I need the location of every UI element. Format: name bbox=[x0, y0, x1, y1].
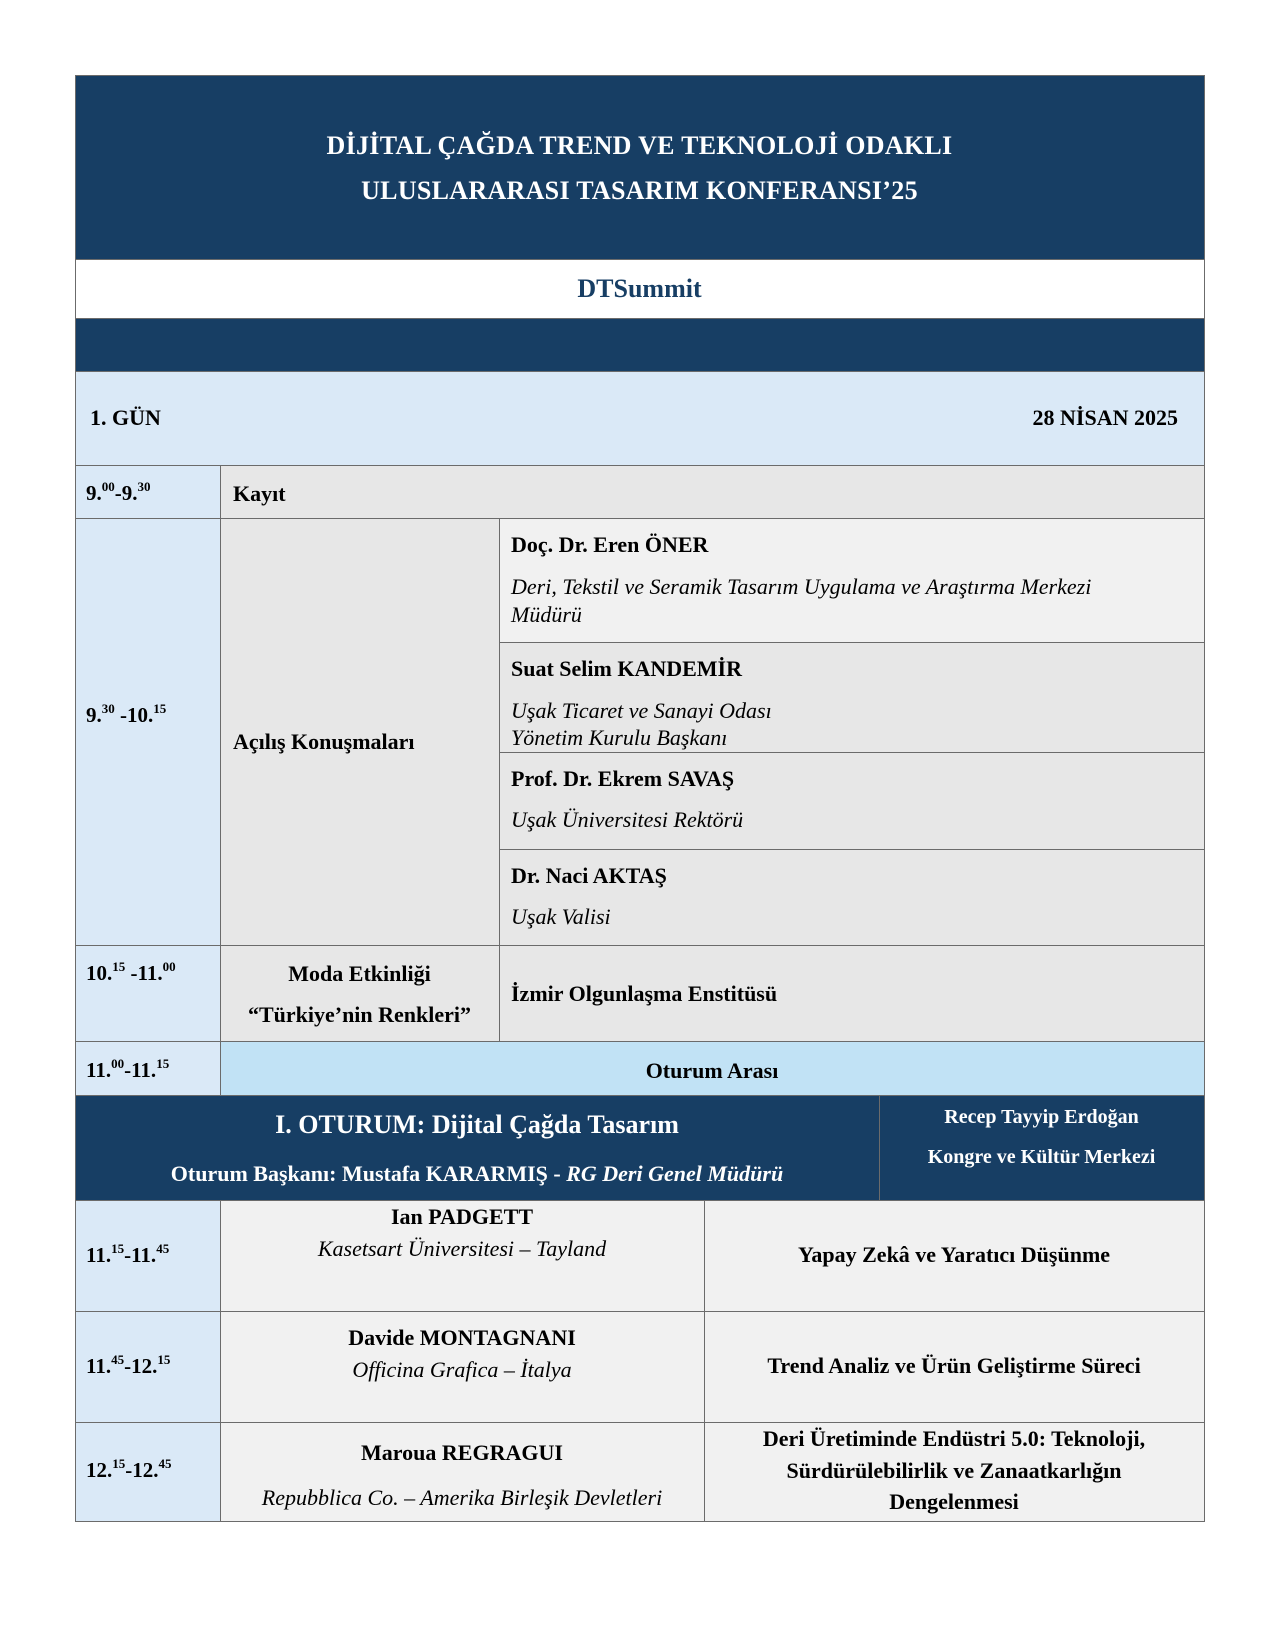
opening-speaker-4 bbox=[499, 849, 1205, 946]
speaker-name: Dr. Naci AKTAŞ bbox=[511, 863, 667, 888]
fashion-label-line1: Moda Etkinliği bbox=[288, 961, 431, 986]
break-label: Oturum Arası bbox=[645, 1058, 779, 1083]
speaker-role: Uşak Ticaret ve Sanayi Odası bbox=[511, 698, 772, 723]
speaker-name: Doç. Dr. Eren ÖNER bbox=[511, 532, 709, 557]
break-time-cell bbox=[75, 1041, 221, 1096]
fashion-host: İzmir Olgunlaşma Enstitüsü bbox=[511, 981, 778, 1006]
talk-topic: Deri Üretiminde Endüstri 5.0: Teknoloji, bbox=[762, 1426, 1146, 1451]
talk-time: 11.45-12.15 bbox=[86, 1352, 171, 1378]
break-label-cell bbox=[220, 1041, 1205, 1096]
talk-time: 11.15-11.45 bbox=[86, 1241, 170, 1267]
registration-label: Kayıt bbox=[233, 481, 286, 506]
talk-affiliation: Repubblica Co. – Amerika Birleşik Devletleri bbox=[261, 1485, 663, 1510]
talk-3-time-cell bbox=[75, 1422, 221, 1522]
speaker-role: Müdürü bbox=[511, 602, 582, 627]
fashion-label-line2: “Türkiye’nin Renkleri” bbox=[247, 1002, 472, 1027]
fashion-time: 10.15 -11.00 bbox=[86, 959, 176, 985]
session-header bbox=[75, 1095, 880, 1201]
opening-speaker-1 bbox=[499, 518, 1205, 643]
day-row bbox=[75, 371, 1205, 466]
session-chair: Oturum Başkanı: Mustafa KARARMIŞ - RG Deri Genel Müdürü bbox=[170, 1161, 784, 1186]
opening-speaker-3 bbox=[499, 752, 1205, 850]
opening-time-cell bbox=[75, 518, 221, 946]
talk-2-time-cell bbox=[75, 1311, 221, 1423]
brand-name: DTSummit bbox=[577, 274, 702, 303]
talk-3-speaker-cell bbox=[220, 1422, 705, 1522]
break-time: 11.00-11.15 bbox=[86, 1056, 170, 1082]
fashion-host-cell bbox=[499, 945, 1205, 1042]
venue-line2: Kongre ve Kültür Merkezi bbox=[927, 1146, 1156, 1168]
day-label: 1. GÜN bbox=[90, 405, 161, 430]
talk-3-topic-cell bbox=[704, 1422, 1205, 1522]
speaker-name: Suat Selim KANDEMİR bbox=[511, 656, 743, 681]
fashion-label-cell bbox=[220, 945, 500, 1042]
conference-title-block bbox=[75, 75, 1205, 260]
session-title: I. OTURUM: Dijital Çağda Tasarım bbox=[275, 1110, 679, 1139]
talk-topic: Trend Analiz ve Ürün Geliştirme Süreci bbox=[767, 1353, 1141, 1378]
talk-2-speaker-cell bbox=[220, 1311, 705, 1423]
talk-topic: Sürdürülebilirlik ve Zanaatkarlığın bbox=[786, 1458, 1122, 1483]
venue-line1: Recep Tayyip Erdoğan bbox=[944, 1106, 1139, 1128]
talk-affiliation: Kasetsart Üniversitesi – Tayland bbox=[317, 1236, 607, 1261]
opening-speaker-2 bbox=[499, 642, 1205, 753]
talk-speaker: Maroua REGRAGUI bbox=[361, 1440, 563, 1465]
session-venue bbox=[879, 1095, 1205, 1201]
talk-speaker: Davide MONTAGNANI bbox=[348, 1325, 576, 1350]
talk-2-topic-cell bbox=[704, 1311, 1205, 1423]
conference-title-line2: ULUSLARARASI TASARIM KONFERANSI’25 bbox=[361, 176, 918, 205]
talk-1-topic-cell bbox=[704, 1200, 1205, 1312]
speaker-role: Uşak Üniversitesi Rektörü bbox=[511, 807, 744, 832]
opening-label: Açılış Konuşmaları bbox=[233, 729, 415, 754]
talk-topic: Dengelenmesi bbox=[889, 1489, 1019, 1514]
registration-time: 9.00-9.30 bbox=[86, 479, 151, 505]
opening-label-cell bbox=[220, 518, 500, 946]
speaker-role: Deri, Tekstil ve Seramik Tasarım Uygulama ve Araştırma Merkezi bbox=[511, 574, 1092, 599]
day-date: 28 NİSAN 2025 bbox=[1032, 405, 1178, 430]
speaker-role: Uşak Valisi bbox=[511, 904, 611, 929]
registration-time-cell bbox=[75, 465, 221, 519]
talk-affiliation: Officina Grafica – İtalya bbox=[352, 1357, 572, 1382]
fashion-time-cell bbox=[75, 945, 221, 1042]
talk-1-speaker-cell bbox=[220, 1200, 705, 1312]
talk-time: 12.15-12.45 bbox=[86, 1456, 172, 1482]
speaker-name: Prof. Dr. Ekrem SAVAŞ bbox=[511, 766, 735, 791]
separator-band bbox=[75, 318, 1205, 372]
speaker-role: Yönetim Kurulu Başkanı bbox=[511, 725, 728, 750]
opening-time: 9.30 -10.15 bbox=[86, 701, 167, 727]
talk-topic: Yapay Zekâ ve Yaratıcı Düşünme bbox=[797, 1242, 1111, 1267]
brand-row bbox=[75, 259, 1205, 319]
talk-1-time-cell bbox=[75, 1200, 221, 1312]
registration-label-cell bbox=[220, 465, 1205, 519]
conference-title-line1: DİJİTAL ÇAĞDA TREND VE TEKNOLOJİ ODAKLI bbox=[326, 131, 953, 160]
talk-speaker: Ian PADGETT bbox=[390, 1204, 533, 1229]
